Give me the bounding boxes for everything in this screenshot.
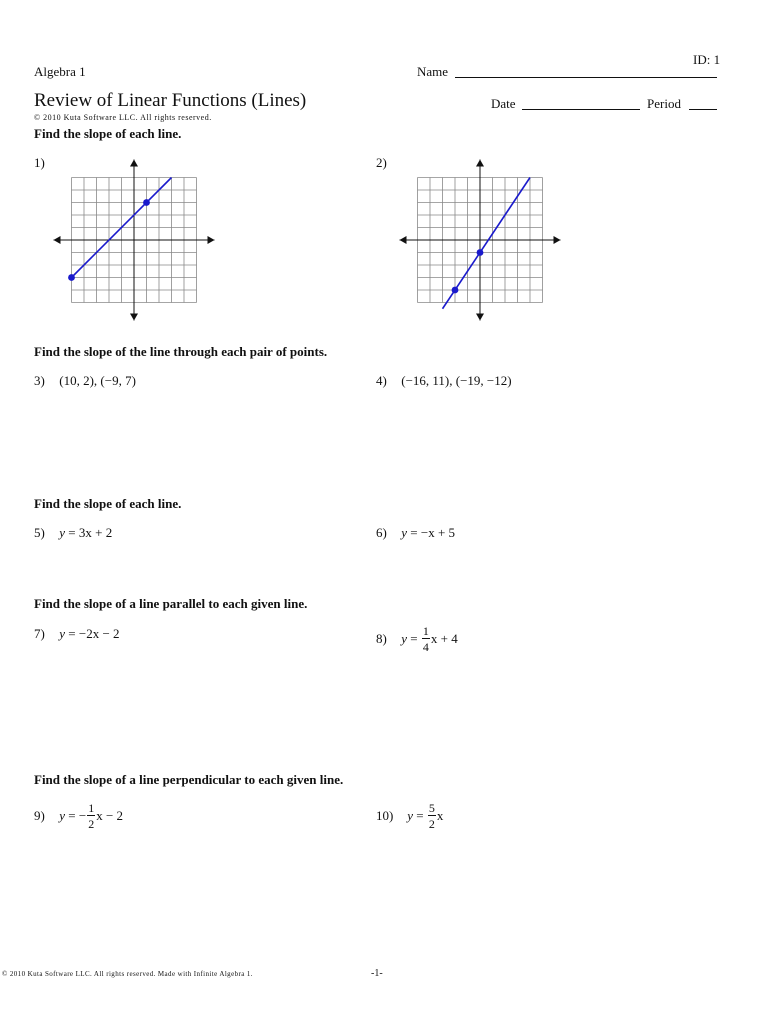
- problem-3: [34, 373, 136, 389]
- equation-lhs: y: [407, 808, 414, 823]
- problem-number: 9): [34, 808, 45, 823]
- page-number: -1-: [371, 968, 383, 979]
- name-label-text: Name: [417, 64, 449, 79]
- problem-9: [34, 802, 123, 830]
- graph-1: [40, 158, 230, 328]
- plotted-point: [143, 199, 150, 206]
- problem-number: 4): [376, 373, 387, 388]
- problem-8: [376, 625, 458, 653]
- problem-4: [376, 373, 512, 389]
- equation-lhs: y: [59, 626, 66, 641]
- problem-number: 8): [376, 631, 387, 646]
- equation-pre: =: [413, 808, 427, 823]
- arrow-up-icon: [130, 160, 138, 167]
- problem-10: [376, 802, 443, 830]
- problem-number: 2): [376, 155, 387, 170]
- page-title: Review of Linear Functions (Lines): [34, 90, 307, 111]
- equation-lhs: y: [401, 525, 408, 540]
- fraction: [422, 625, 430, 653]
- fraction-denominator: 4: [422, 640, 429, 654]
- arrow-left-icon: [54, 236, 61, 244]
- problem-5: [34, 525, 112, 541]
- problem-number: 7): [34, 626, 45, 641]
- section-heading: Find the slope of each line.: [34, 126, 182, 141]
- point-pair: (10, 2), (−9, 7): [59, 373, 136, 388]
- section-heading: Find the slope of a line parallel to each given line.: [34, 596, 308, 611]
- fraction-denominator: 2: [88, 817, 95, 831]
- plotted-point: [68, 274, 75, 281]
- equation-post: x + 4: [430, 631, 458, 646]
- date-label: Date: [491, 96, 516, 111]
- arrow-right-icon: [208, 236, 215, 244]
- name-field[interactable]: [455, 77, 717, 78]
- problem-7: [34, 626, 120, 642]
- equation-post: x: [436, 808, 444, 823]
- point-pair: (−16, 11), (−19, −12): [401, 373, 512, 388]
- problem-number: 5): [34, 525, 45, 540]
- fraction-numerator: 1: [422, 624, 429, 638]
- fraction-numerator: 1: [88, 801, 95, 815]
- fraction-denominator: 2: [428, 817, 435, 831]
- equation-lhs: y: [59, 808, 66, 823]
- plotted-point: [452, 287, 459, 294]
- header-copyright: © 2010 Kuta Software LLC. All rights reserved.: [34, 113, 212, 122]
- problem-number: 6): [376, 525, 387, 540]
- equation-rhs: = −2x − 2: [65, 626, 120, 641]
- arrow-up-icon: [476, 160, 484, 167]
- name-label: [417, 64, 448, 80]
- period-label: Period: [647, 96, 681, 111]
- id-label: ID: 1: [693, 52, 721, 67]
- graph-2: [386, 158, 576, 328]
- section-heading: Find the slope of a line perpendicular to each given line.: [34, 772, 344, 787]
- section-heading: Find the slope of the line through each pair of points.: [34, 344, 328, 359]
- fraction: [87, 802, 95, 830]
- equation-post: x − 2: [96, 808, 124, 823]
- equation-pre: =: [407, 631, 421, 646]
- problem-6: [376, 525, 455, 541]
- problem-number: 1): [34, 155, 45, 170]
- arrow-left-icon: [400, 236, 407, 244]
- equation-rhs: = −x + 5: [407, 525, 456, 540]
- course-label: Algebra 1: [34, 64, 86, 79]
- arrow-down-icon: [476, 314, 484, 321]
- period-field[interactable]: [689, 109, 717, 110]
- plotted-point: [477, 249, 484, 256]
- problem-number: 10): [376, 808, 394, 823]
- equation-lhs: y: [59, 525, 66, 540]
- date-field[interactable]: [522, 109, 640, 110]
- section-heading: Find the slope of each line.: [34, 496, 182, 511]
- problem-number: 3): [34, 373, 45, 388]
- equation-pre: = −: [65, 808, 87, 823]
- arrow-down-icon: [130, 314, 138, 321]
- arrow-right-icon: [554, 236, 561, 244]
- footer-copyright: © 2010 Kuta Software LLC. All rights reserved. Made with Infinite Algebra 1.: [2, 970, 253, 978]
- equation-rhs: = 3x + 2: [65, 525, 113, 540]
- fraction: [428, 802, 436, 830]
- equation-lhs: y: [401, 631, 408, 646]
- fraction-numerator: 5: [428, 801, 435, 815]
